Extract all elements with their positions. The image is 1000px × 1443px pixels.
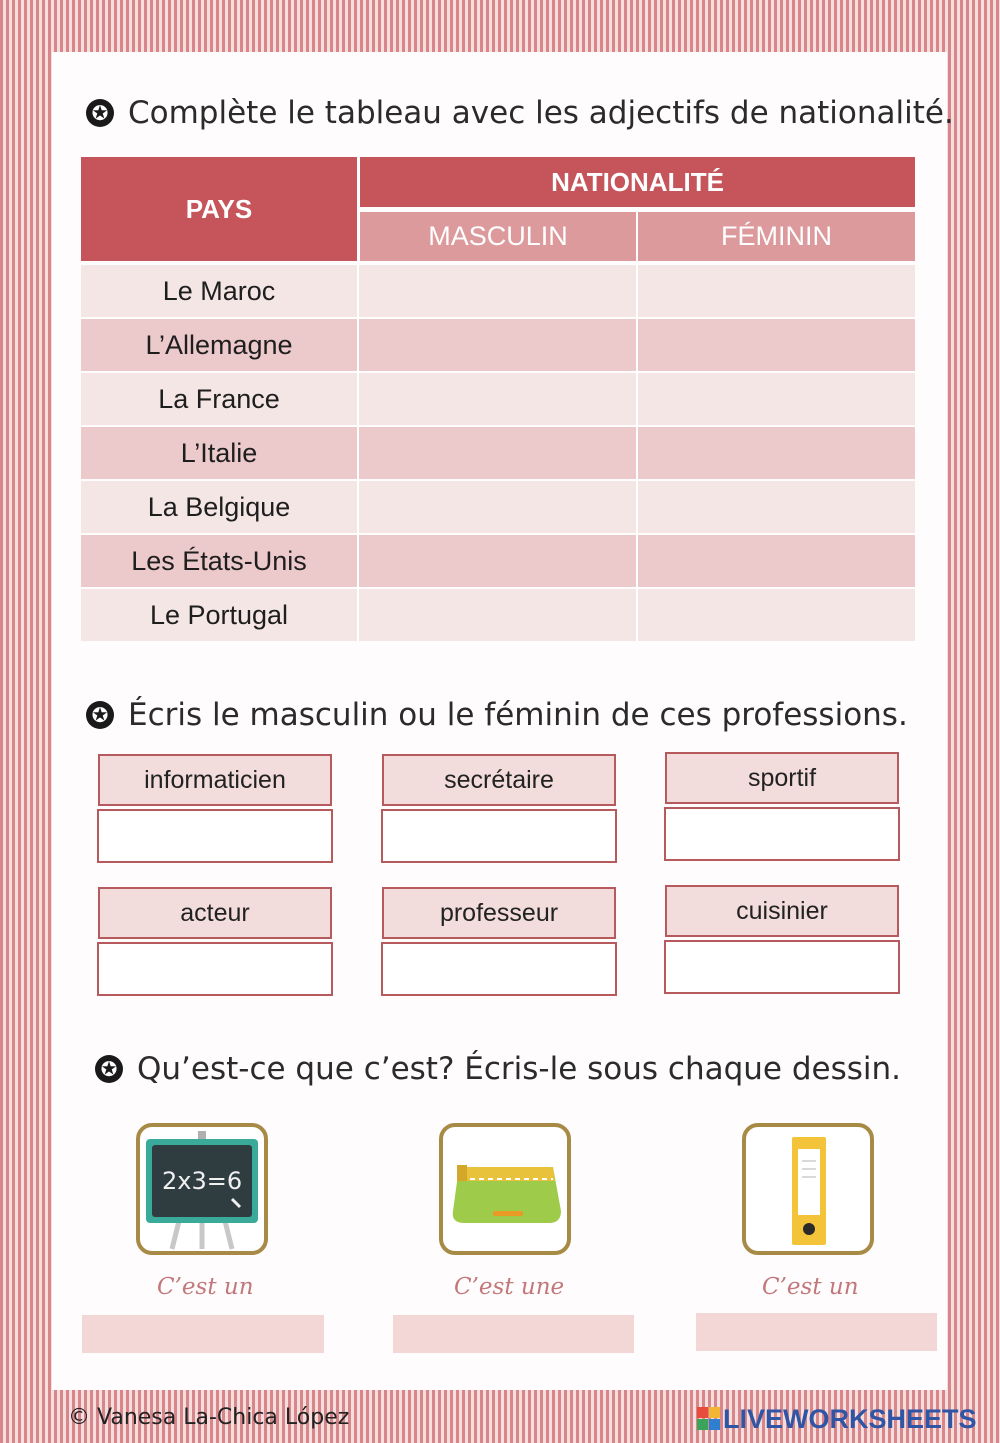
- table-row: [81, 373, 915, 425]
- table-row: [81, 535, 915, 587]
- header-pays: PAYS: [81, 157, 357, 261]
- country-cell: L’Italie: [81, 427, 359, 479]
- binder-picture: [742, 1123, 874, 1255]
- masculin-input[interactable]: [359, 535, 638, 587]
- pencil-case-icon: [443, 1127, 567, 1251]
- instruction-1-text: Complète le tableau avec les adjectifs de nationalité.: [128, 95, 954, 131]
- profession-input[interactable]: [97, 942, 333, 996]
- profession-input[interactable]: [97, 809, 333, 863]
- star-icon: ✪: [86, 99, 114, 127]
- blackboard-icon: [140, 1127, 264, 1251]
- instruction-2-text: Écris le masculin ou le féminin de ces professions.: [128, 697, 908, 733]
- binder-icon: [746, 1127, 870, 1251]
- liveworksheets-logo-icon: [697, 1407, 721, 1431]
- header-nationalite: NATIONALITÉ: [360, 157, 915, 207]
- profession-input[interactable]: [664, 940, 900, 994]
- table-row: [81, 589, 915, 641]
- star-icon: ✪: [86, 701, 114, 729]
- profession-label: secrétaire: [382, 754, 616, 806]
- profession-label: informaticien: [98, 754, 332, 806]
- masculin-input[interactable]: [359, 427, 638, 479]
- masculin-input[interactable]: [359, 373, 638, 425]
- country-cell: La France: [81, 373, 359, 425]
- feminin-input[interactable]: [638, 589, 915, 641]
- profession-input[interactable]: [381, 942, 617, 996]
- profession-input[interactable]: [664, 807, 900, 861]
- blackboard-picture: [136, 1123, 268, 1255]
- profession-label: acteur: [98, 887, 332, 939]
- caption-1: C’est un: [157, 1274, 254, 1300]
- country-cell: Les États-Unis: [81, 535, 359, 587]
- masculin-input[interactable]: [359, 265, 638, 317]
- star-icon: ✪: [95, 1055, 123, 1083]
- instruction-3-text: Qu’est-ce que c’est? Écris-le sous chaque dessin.: [137, 1051, 902, 1087]
- masculin-input[interactable]: [359, 589, 638, 641]
- board-text: 2x3=6: [162, 1167, 243, 1195]
- country-cell: L’Allemagne: [81, 319, 359, 371]
- masculin-input[interactable]: [359, 319, 638, 371]
- feminin-input[interactable]: [638, 319, 915, 371]
- answer-input[interactable]: [696, 1313, 937, 1351]
- caption-3: C’est un: [762, 1274, 859, 1300]
- header-masculin: MASCULIN: [360, 212, 636, 261]
- country-cell: Le Portugal: [81, 589, 359, 641]
- feminin-input[interactable]: [638, 265, 915, 317]
- header-feminin: FÉMININ: [638, 212, 915, 261]
- feminin-input[interactable]: [638, 427, 915, 479]
- answer-input[interactable]: [82, 1315, 324, 1353]
- feminin-input[interactable]: [638, 535, 915, 587]
- table-row: [81, 481, 915, 533]
- instruction-2: [86, 697, 908, 733]
- profession-input[interactable]: [381, 809, 617, 863]
- profession-label: professeur: [382, 887, 616, 939]
- country-cell: Le Maroc: [81, 265, 359, 317]
- answer-input[interactable]: [393, 1315, 634, 1353]
- table-row: [81, 319, 915, 371]
- table-row: [81, 427, 915, 479]
- pencil-case-picture: [439, 1123, 571, 1255]
- masculin-input[interactable]: [359, 481, 638, 533]
- copyright-text: © Vanesa La-Chica López: [68, 1405, 350, 1430]
- brand-text: LIVEWORKSHEETS: [723, 1404, 977, 1434]
- profession-label: cuisinier: [665, 885, 899, 937]
- feminin-input[interactable]: [638, 481, 915, 533]
- caption-2: C’est une: [454, 1274, 565, 1300]
- profession-label: sportif: [665, 752, 899, 804]
- liveworksheets-brand: [697, 1404, 977, 1435]
- country-cell: La Belgique: [81, 481, 359, 533]
- instruction-1: [86, 95, 954, 131]
- table-row: [81, 265, 915, 317]
- instruction-3: [95, 1051, 901, 1087]
- feminin-input[interactable]: [638, 373, 915, 425]
